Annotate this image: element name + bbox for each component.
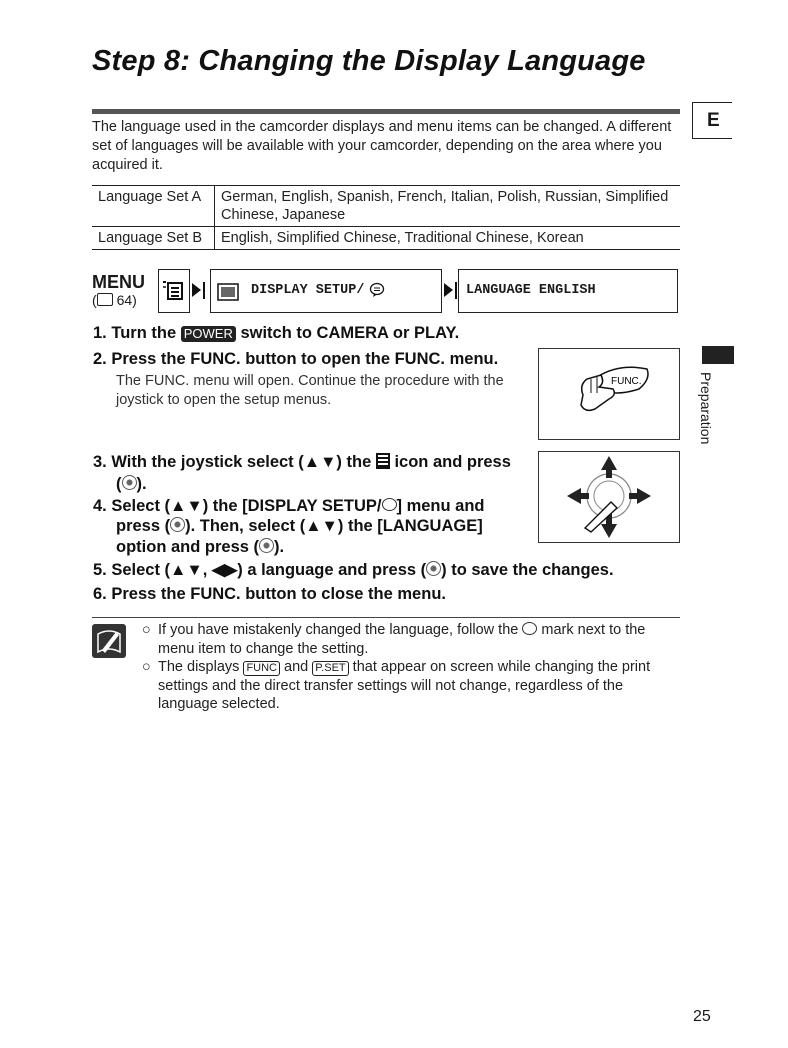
language-list: German, English, Spanish, French, Italian, Polish, Russian, Simplified Chinese, Japanese xyxy=(221,189,669,223)
table-row xyxy=(92,186,680,227)
pset-badge: P.SET xyxy=(312,661,348,676)
note-icon xyxy=(92,624,126,658)
menu-label: MENU xyxy=(92,272,145,292)
step-text: switch to CAMERA or PLAY. xyxy=(240,324,460,342)
step-text: With the joystick select (▲▼) the xyxy=(111,453,372,471)
menu-item-language xyxy=(458,269,678,313)
power-badge: POWER xyxy=(181,326,236,342)
table-row xyxy=(92,227,680,250)
note-text: that appear on screen while changing the print settings and the direct transfer settings will not change, regardless of the language selected. xyxy=(158,659,651,712)
section-tab-line xyxy=(692,138,732,139)
joystick-icon xyxy=(539,452,679,542)
setup-menu-icon xyxy=(376,453,390,469)
step-3-cont xyxy=(116,474,147,494)
step-number: 2. xyxy=(93,350,107,368)
step-text: Select (▲▼) the [DISPLAY SETUP/ xyxy=(111,497,382,515)
section-tab: E xyxy=(692,102,732,138)
language-set-name: Language Set A xyxy=(92,186,215,227)
step-4 xyxy=(93,496,485,516)
arrow-bar-icon xyxy=(203,282,205,299)
note-text: If you have mistakenly changed the language, follow the xyxy=(158,622,519,638)
hand-pressing-func-icon xyxy=(539,349,679,439)
intro-paragraph: The language used in the camcorder displays and menu items can be changed. A different set of languages will be available with your camcorder, depending on the area where you acquired it. xyxy=(92,119,672,173)
step-2 xyxy=(93,349,498,369)
step-text: option and press ( xyxy=(116,538,260,556)
step-text: press ( xyxy=(116,517,171,535)
side-label xyxy=(686,372,720,462)
step-3 xyxy=(93,452,511,472)
joystick-illustration xyxy=(538,451,680,543)
setup-menu-icon xyxy=(159,270,189,312)
step-text: Press the FUNC. button to close the menu. xyxy=(111,585,446,603)
arrow-right-icon xyxy=(192,283,201,297)
arrow-right-icon xyxy=(444,283,453,297)
menu-ref-number: 64 xyxy=(116,292,133,308)
note-text: mark next to the menu item to change the setting. xyxy=(158,622,646,657)
speech-icon xyxy=(369,282,385,298)
menu-item-display-setup-label: DISPLAY SETUP/ xyxy=(251,283,365,298)
page-number: 25 xyxy=(693,1008,711,1025)
side-label-text: Preparation xyxy=(698,372,714,445)
bullet-circle-icon: ○ xyxy=(142,659,151,675)
speech-icon xyxy=(522,622,537,635)
page-title: Step 8: Changing the Display Language xyxy=(92,45,646,77)
step-2-description: The FUNC. menu will open. Continue the procedure with the joystick to open the setup menus. xyxy=(116,373,504,408)
func-badge: FUNC xyxy=(243,661,280,676)
notes-rule xyxy=(92,617,680,618)
step-text: ) to save the changes. xyxy=(441,561,614,579)
step-text: Press the FUNC. button to open the FUNC. menu. xyxy=(111,350,499,368)
menu-item-language-label: LANGUAGE ENGLISH xyxy=(466,283,596,298)
joystick-press-icon xyxy=(426,561,441,576)
step-1 xyxy=(93,323,459,343)
arrow-bar-icon xyxy=(455,282,457,299)
step-text: ). xyxy=(274,538,285,556)
note-text: The displays xyxy=(158,659,240,675)
step-text: Select (▲▼, ◀▶) a language and press ( xyxy=(111,561,427,579)
title-rule xyxy=(92,109,680,114)
note-1 xyxy=(144,621,676,658)
step-number: 5. xyxy=(93,561,107,579)
language-list: English, Simplified Chinese, Traditional Chinese, Korean xyxy=(221,230,584,246)
step-number: 6. xyxy=(93,585,107,603)
step-number: 4. xyxy=(93,497,107,515)
menu-setup-icon-box xyxy=(158,269,190,313)
joystick-press-icon xyxy=(170,517,185,532)
note-text: and xyxy=(284,659,309,675)
book-icon xyxy=(97,293,113,306)
step-text: ). xyxy=(136,475,147,493)
step-text: Turn the xyxy=(111,324,177,342)
display-icon xyxy=(217,283,239,301)
bullet-circle-icon: ○ xyxy=(142,622,151,638)
language-set-name: Language Set B xyxy=(92,227,215,250)
step-text: icon and press xyxy=(394,453,511,471)
section-marker xyxy=(702,346,734,364)
step-5 xyxy=(93,560,614,580)
note-2 xyxy=(144,658,676,714)
joystick-press-icon xyxy=(122,475,137,490)
step-text: ). Then, select (▲▼) the [LANGUAGE] xyxy=(185,517,483,535)
step-4-cont-1 xyxy=(116,516,483,536)
step-number: 3. xyxy=(93,453,107,471)
step-6 xyxy=(93,584,446,604)
menu-item-display-setup xyxy=(210,269,442,313)
joystick-press-icon xyxy=(259,538,274,553)
pencil-note-icon xyxy=(92,624,126,658)
func-label: FUNC. xyxy=(611,376,642,387)
step-number: 1. xyxy=(93,324,107,342)
step-text: ( xyxy=(116,475,122,493)
step-text: ] menu and xyxy=(396,497,485,515)
language-table xyxy=(92,185,680,250)
step-4-cont-2 xyxy=(116,537,284,557)
speech-icon xyxy=(382,498,397,511)
func-button-illustration xyxy=(538,348,680,440)
menu-page-ref: ( 64) xyxy=(92,292,137,308)
